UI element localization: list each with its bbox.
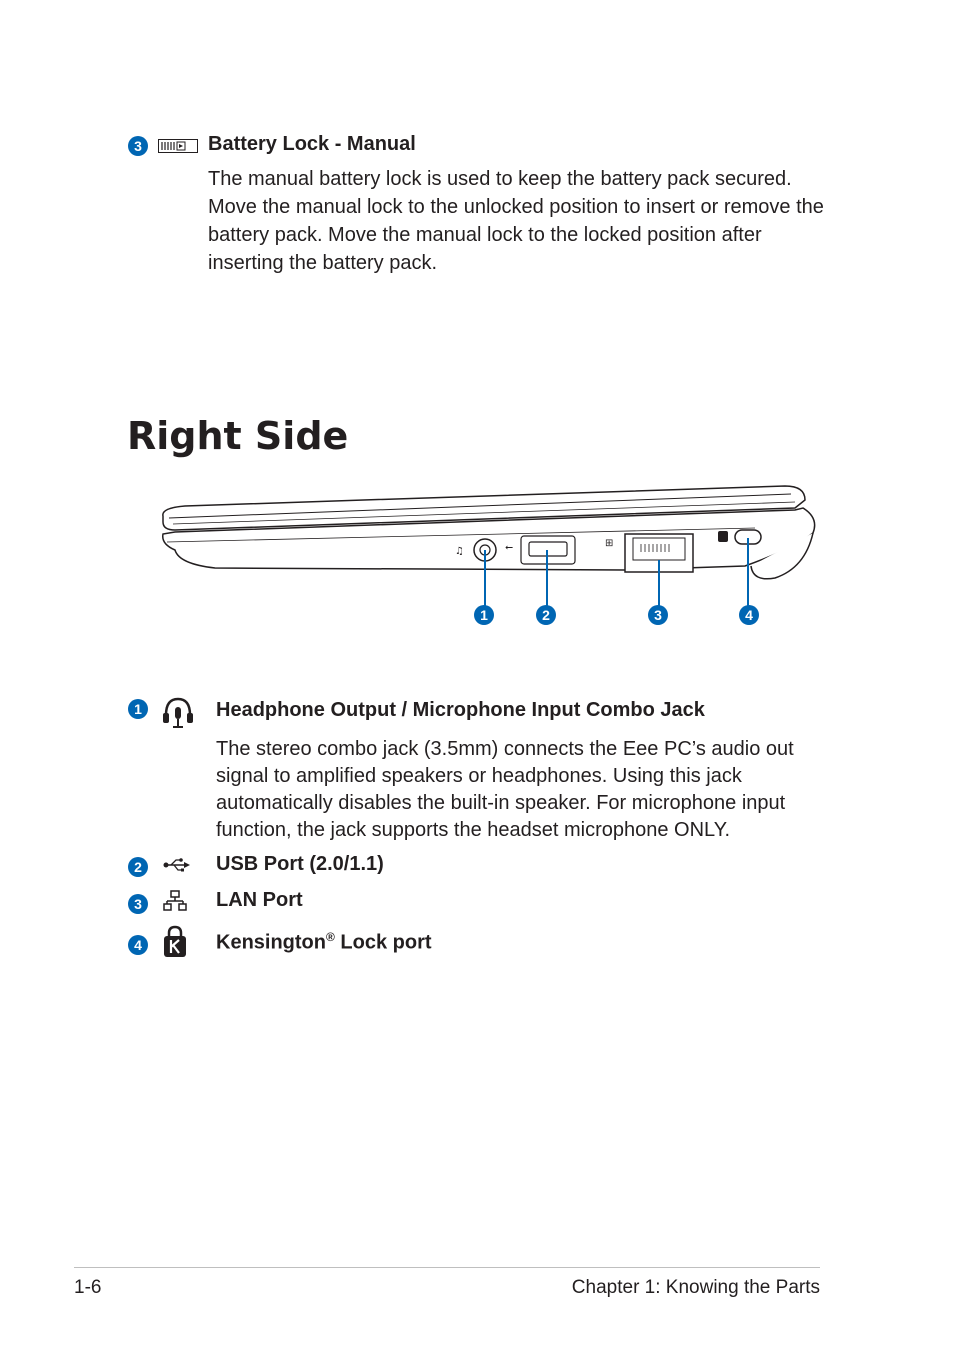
page-number: 1-6: [74, 1277, 102, 1298]
lan-icon: [163, 890, 187, 917]
item-number-1: 1: [128, 699, 148, 719]
battery-lock-title: Battery Lock - Manual: [208, 133, 416, 155]
item-title-4-rest: Lock port: [334, 931, 432, 954]
kensington-lock-icon: [162, 925, 188, 964]
figure-callout-2: 2: [536, 605, 556, 625]
item-title-4-main: Kensington: [216, 931, 326, 954]
item-title-4: [216, 930, 432, 955]
registered-mark: ®: [326, 930, 335, 944]
usb-icon: [162, 857, 192, 878]
svg-text:⭠: ⭠: [505, 542, 513, 553]
item-number-3: 3: [128, 894, 148, 914]
battery-lock-description: The manual battery lock is used to keep the battery pack secured. Move the manual lock to the unlocked position to insert or remove the battery pack. Move the manual lock to the locked position after inserting the battery pack.: [208, 168, 824, 274]
item-number-2: 2: [128, 857, 148, 877]
footer-rule: [74, 1267, 820, 1268]
item-title-1: Headphone Output / Microphone Input Combo Jack: [216, 699, 705, 721]
figure-callout-4: 4: [739, 605, 759, 625]
battery-lock-icon: [158, 139, 198, 158]
item-title-3: LAN Port: [216, 889, 303, 911]
figure-callout-1: 1: [474, 605, 494, 625]
svg-text:♫: ♫: [455, 546, 464, 557]
svg-text:⊞: ⊞: [605, 538, 614, 549]
chapter-title: Chapter 1: Knowing the Parts: [571, 1277, 820, 1298]
headphone-mic-icon: [160, 695, 196, 736]
callout-badge-3: 3: [128, 136, 148, 156]
item-title-2: USB Port (2.0/1.1): [216, 853, 384, 875]
page-title: Right Side: [127, 414, 349, 458]
item-description-1: The stereo combo jack (3.5mm) connects the Eee PC’s audio out signal to amplified speakers or headphones. Using this jack automatically disables the built-in speaker. For microphone input function, the jack supports the headset microphone ONLY.: [216, 738, 794, 841]
figure-callout-3: 3: [648, 605, 668, 625]
item-number-4: 4: [128, 935, 148, 955]
